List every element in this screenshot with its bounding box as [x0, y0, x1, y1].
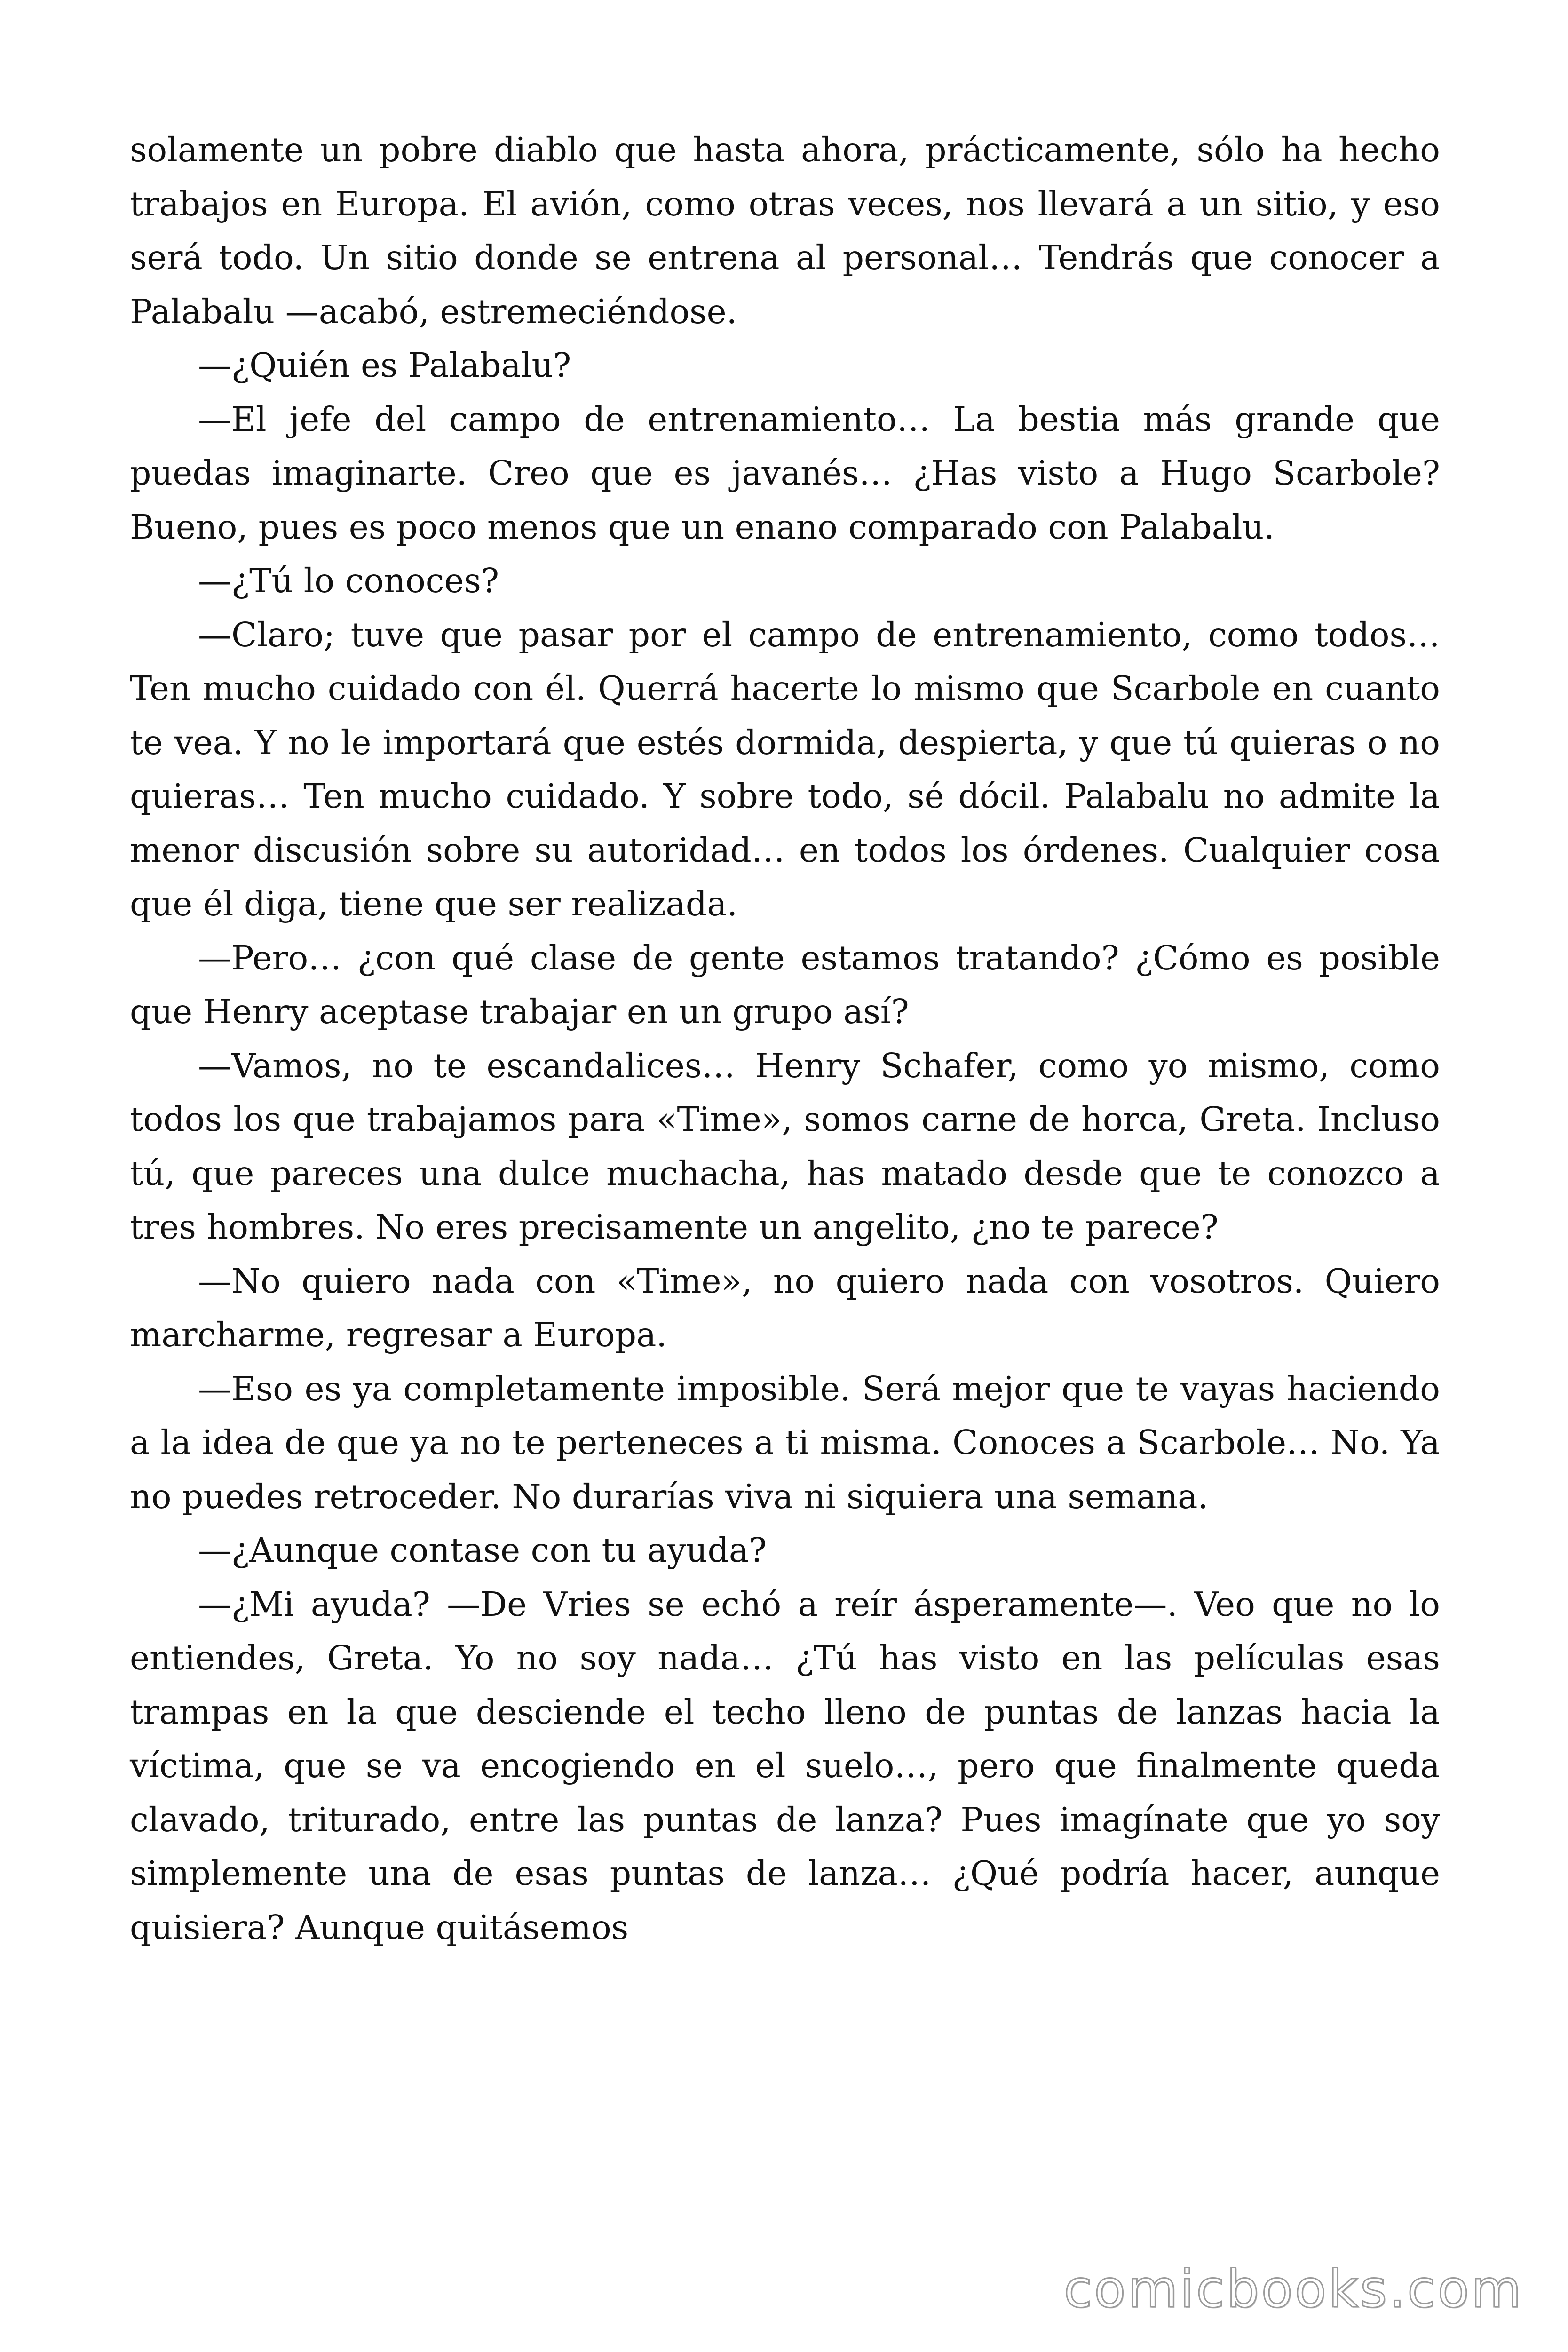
- paragraph: —El jefe del campo de entrenamiento… La bestia más grande que puedas imaginarte. Creo que es javanés… ¿Has visto a Hugo Scarbole? Bueno, pues es poco menos que un enano comparado con Palabalu.: [130, 399, 1440, 547]
- paragraph: —¿Tú lo conoces?: [198, 561, 499, 600]
- paragraph: —Claro; tuve que pasar por el campo de entrenamiento, como todos… Ten mucho cuidado con él. Querrá hacerte lo mismo que Scarbole en cuanto te vea. Y no le importará que estés dormida, despierta, y que tú quieras o no quieras… Ten mucho cuidado. Y sobre todo, sé dócil. Palabalu no admite la menor discusión sobre su autoridad… en todos los órdenes. Cualquier cosa que él diga, tiene que ser realizada.: [130, 615, 1440, 923]
- watermark: comicbooks.com: [1063, 2259, 1523, 2319]
- paragraph: —Pero… ¿con qué clase de gente estamos tratando? ¿Cómo es posible que Henry aceptase trabajar en un grupo así?: [130, 938, 1440, 1031]
- paragraph: —Eso es ya completamente imposible. Será mejor que te vayas haciendo a la idea de que ya no te perteneces a ti misma. Conoces a Scarbole… No. Ya no puedes retroceder. No durarías viva ni siquiera una semana.: [130, 1369, 1440, 1516]
- paragraph: —¿Mi ayuda? —De Vries se echó a reír ásperamente—. Veo que no lo entiendes, Greta. Yo no soy nada… ¿Tú has visto en las películas esas trampas en la que desciende el techo lleno de puntas de lanzas hacia la víctima, que se va encogiendo en el suelo…, pero que finalmente queda clavado, triturado, entre las puntas de lanza? Pues imagínate que yo soy simplemente una de esas puntas de lanza… ¿Qué podría hacer, aunque quisiera? Aunque quitásemos: [130, 1584, 1440, 1947]
- paragraph: —¿Aunque contase con tu ayuda?: [198, 1531, 767, 1570]
- paragraph: —¿Quién es Palabalu?: [198, 346, 571, 385]
- paragraph: —No quiero nada con «Time», no quiero nada con vosotros. Quiero marcharme, regresar a Europa.: [130, 1261, 1440, 1354]
- paragraph: solamente un pobre diablo que hasta ahora, prácticamente, sólo ha hecho trabajos en Europa. El avión, como otras veces, nos llevará a un sitio, y eso será todo. Un sitio donde se entrena al personal… Tendrás que conocer a Palabalu —acabó, estremeciéndose.: [130, 130, 1440, 331]
- paragraph: —Vamos, no te escandalices… Henry Schafer, como yo mismo, como todos los que trabajamos para «Time», somos carne de horca, Greta. Incluso tú, que pareces una dulce muchacha, has matado desde que te conozco a tres hombres. No eres precisamente un angelito, ¿no te parece?: [130, 1046, 1440, 1247]
- body-text: [130, 123, 1440, 1955]
